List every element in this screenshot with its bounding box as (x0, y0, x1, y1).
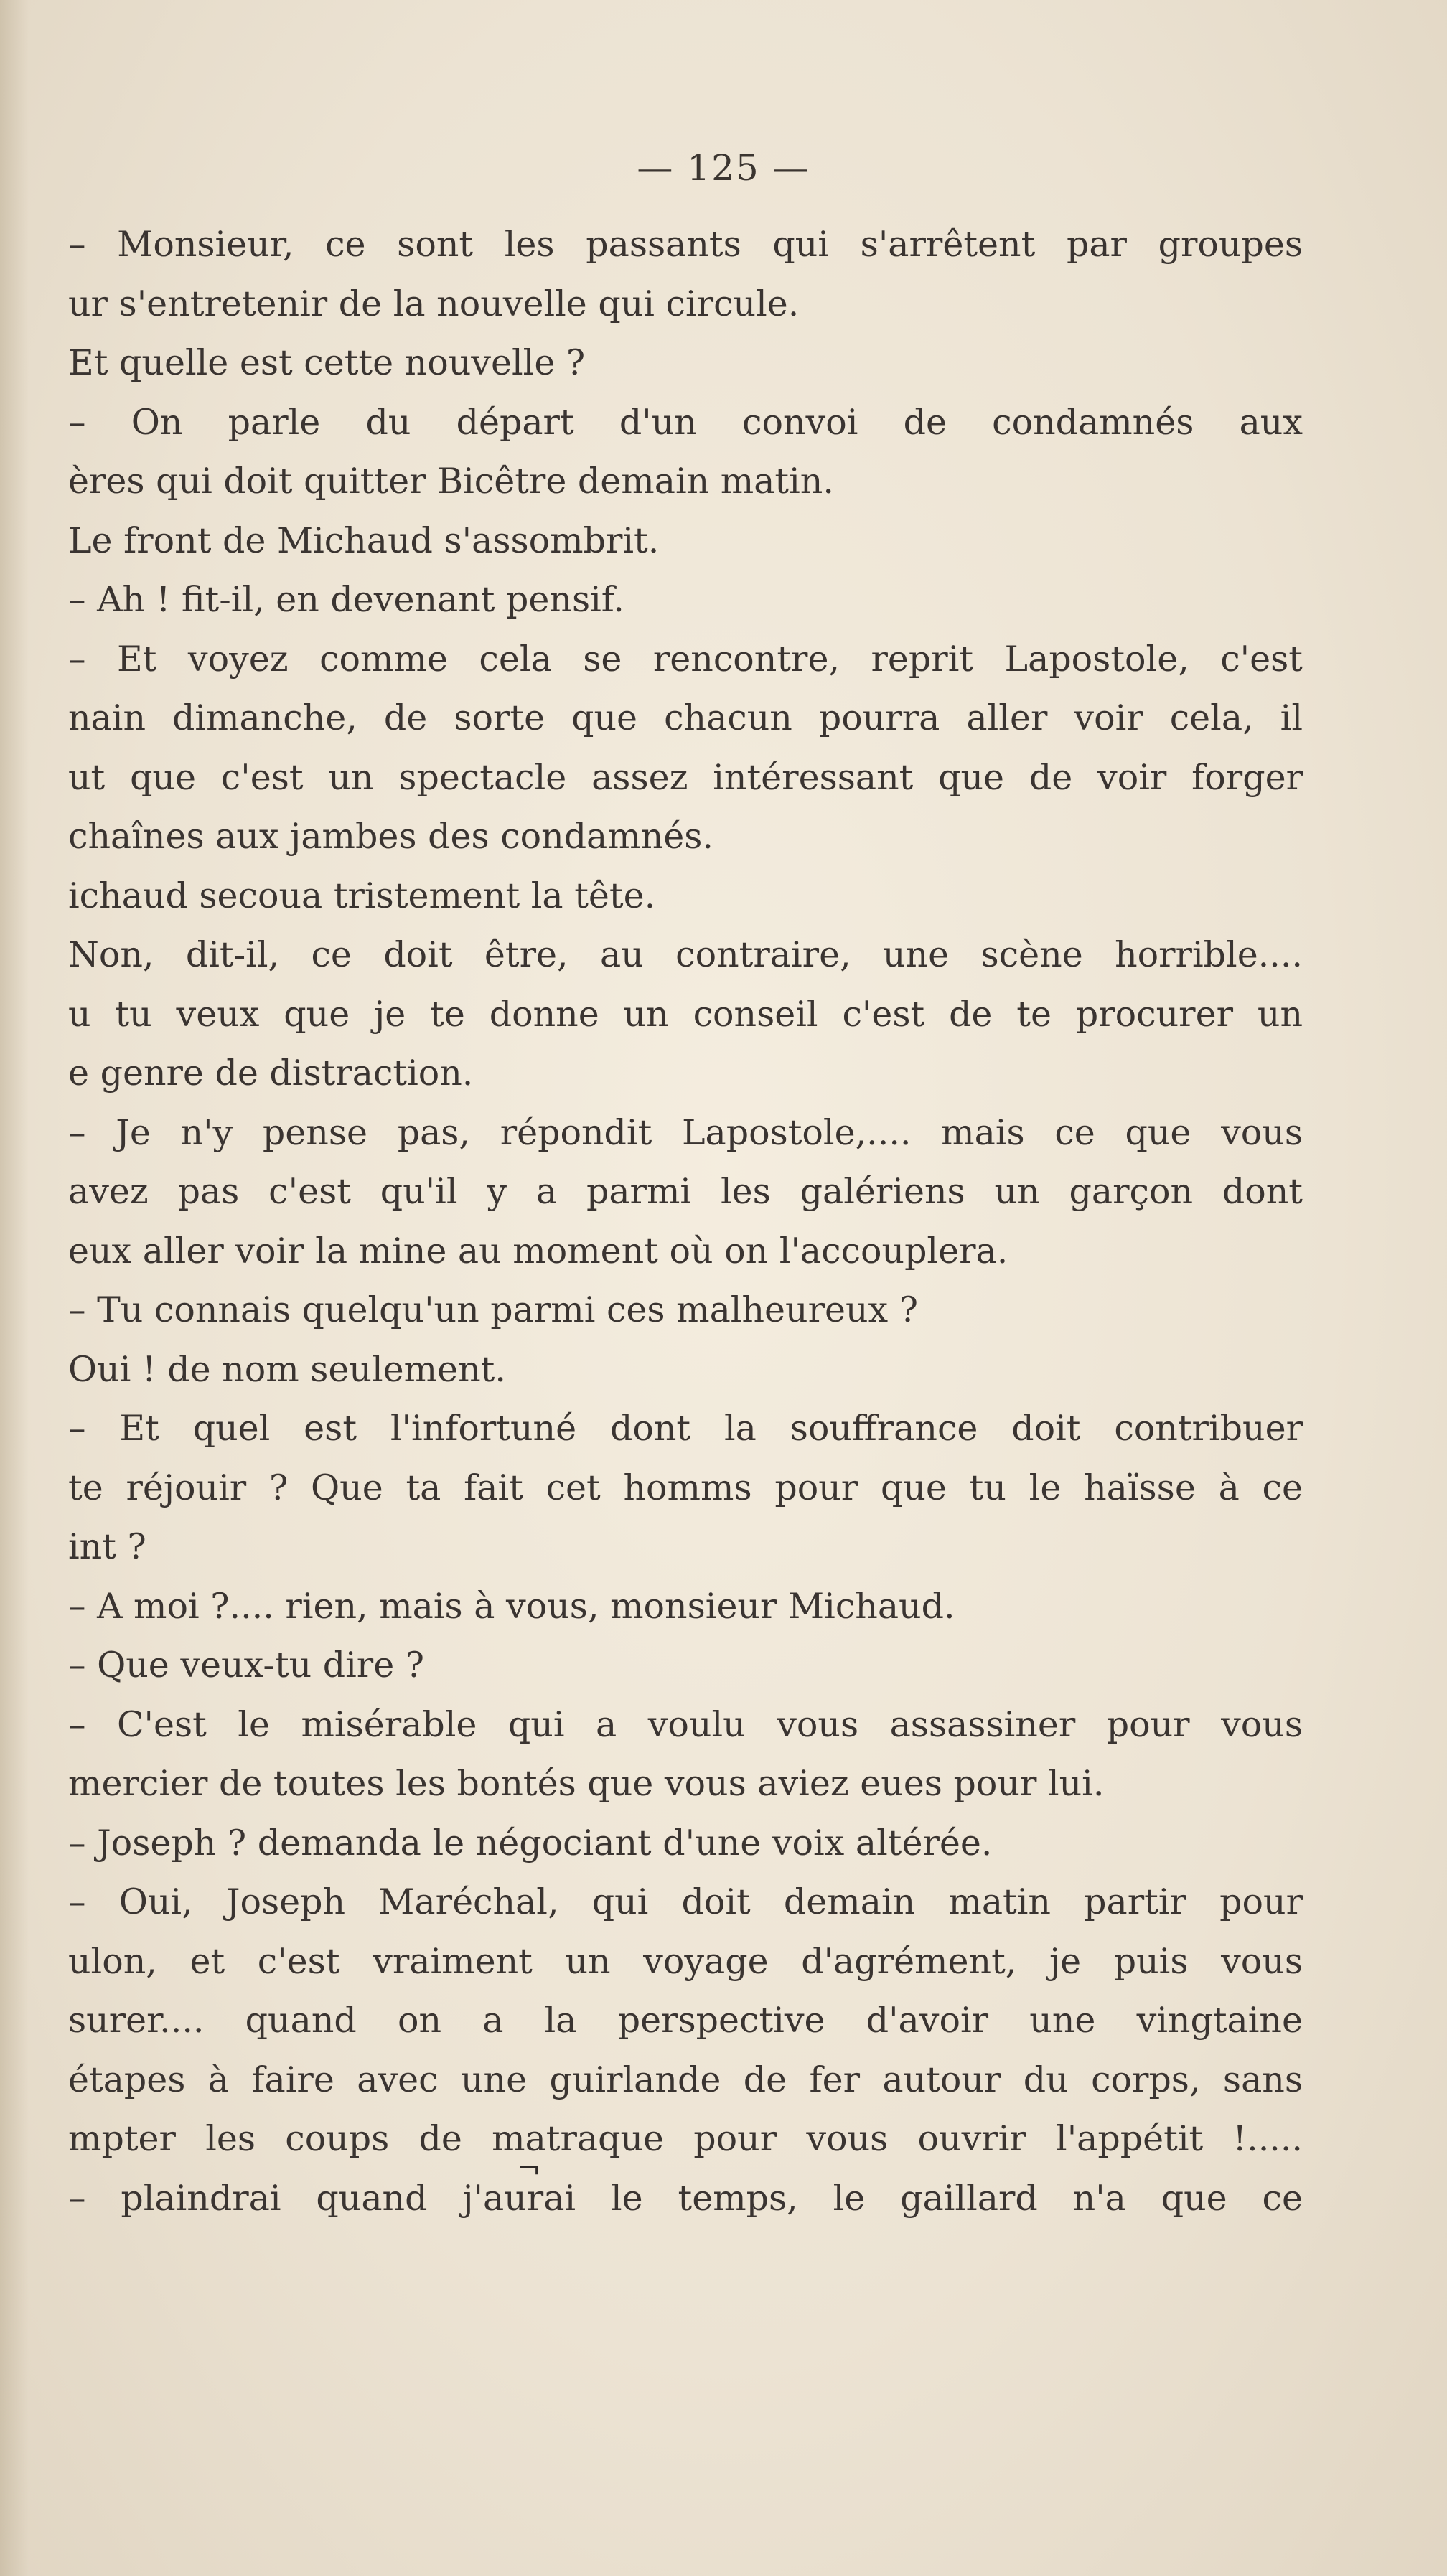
text-line: ichaud secoua tristement la tête. (68, 875, 656, 916)
page-number: — 125 — (637, 147, 810, 189)
text-line: int ? (68, 1526, 146, 1567)
text-line: u tu veux que je te donne un conseil c'est de te procurer un (68, 993, 1303, 1035)
text-line: Non, dit-il, ce doit être, au contraire, une scène horrible.... (68, 934, 1303, 975)
body-text (68, 215, 1303, 2228)
text-line: mercier de toutes les bontés que vous aviez eues pour lui. (68, 1763, 1105, 1804)
text-line: – Ah ! fit-il, en devenant pensif. (68, 579, 624, 620)
text-line: Oui ! de nom seulement. (68, 1348, 506, 1390)
text-line: e genre de distraction. (68, 1053, 474, 1094)
text-line: mpter les coups de matraque pour vous ouvrir l'appétit !..... (68, 2118, 1303, 2159)
text-line: nain dimanche, de sorte que chacun pourra aller voir cela, il (68, 697, 1303, 738)
text-line: surer.... quand on a la perspective d'avoir une vingtaine (68, 2000, 1303, 2041)
text-line: – Monsieur, ce sont les passants qui s'arrêtent par groupes (68, 224, 1303, 265)
text-line: étapes à faire avec une guirlande de fer autour du corps, sans (68, 2059, 1303, 2100)
text-line: ut que c'est un spectacle assez intéressant que de voir forger (68, 756, 1303, 798)
text-line: Le front de Michaud s'assombrit. (68, 520, 660, 561)
text-line: – A moi ?.... rien, mais à vous, monsieur Michaud. (68, 1585, 955, 1627)
text-line: – Joseph ? demanda le négociant d'une voix altérée. (68, 1822, 993, 1863)
text-line: – Oui, Joseph Maréchal, qui doit demain matin partir pour (68, 1881, 1303, 1922)
text-line: – Et voyez comme cela se rencontre, reprit Lapostole, c'est (68, 638, 1303, 680)
text-line: – Je n'y pense pas, répondit Lapostole,.... mais ce que vous (68, 1111, 1303, 1153)
text-line: – On parle du départ d'un convoi de condamnés aux (68, 401, 1303, 443)
text-line: eux aller voir la mine au moment où on l'accouplera. (68, 1230, 1008, 1271)
text-line: Et quelle est cette nouvelle ? (68, 342, 586, 383)
text-line: avez pas c'est qu'il y a parmi les galériens un garçon dont (68, 1171, 1303, 1212)
text-line: – C'est le misérable qui a voulu vous assassiner pour vous (68, 1703, 1303, 1745)
text-line: te réjouir ? Que ta fait cet homms pour que tu le haïsse à ce (68, 1467, 1303, 1508)
text-line: ères qui doit quitter Bicêtre demain matin. (68, 461, 834, 502)
printer-mark: ¬ (517, 2153, 541, 2186)
text-line: – Tu connais quelqu'un parmi ces malheureux ? (68, 1289, 919, 1330)
text-line: ur s'entretenir de la nouvelle qui circule. (68, 283, 800, 324)
text-line: – Que veux-tu dire ? (68, 1645, 425, 1686)
text-line: – plaindrai quand j'aurai le temps, le gaillard n'a que ce (68, 2177, 1303, 2219)
text-line: – Et quel est l'infortuné dont la souffrance doit contribuer (68, 1408, 1303, 1449)
text-line: chaînes aux jambes des condamnés. (68, 816, 714, 857)
text-line: ulon, et c'est vraiment un voyage d'agrément, je puis vous (68, 1940, 1303, 1982)
